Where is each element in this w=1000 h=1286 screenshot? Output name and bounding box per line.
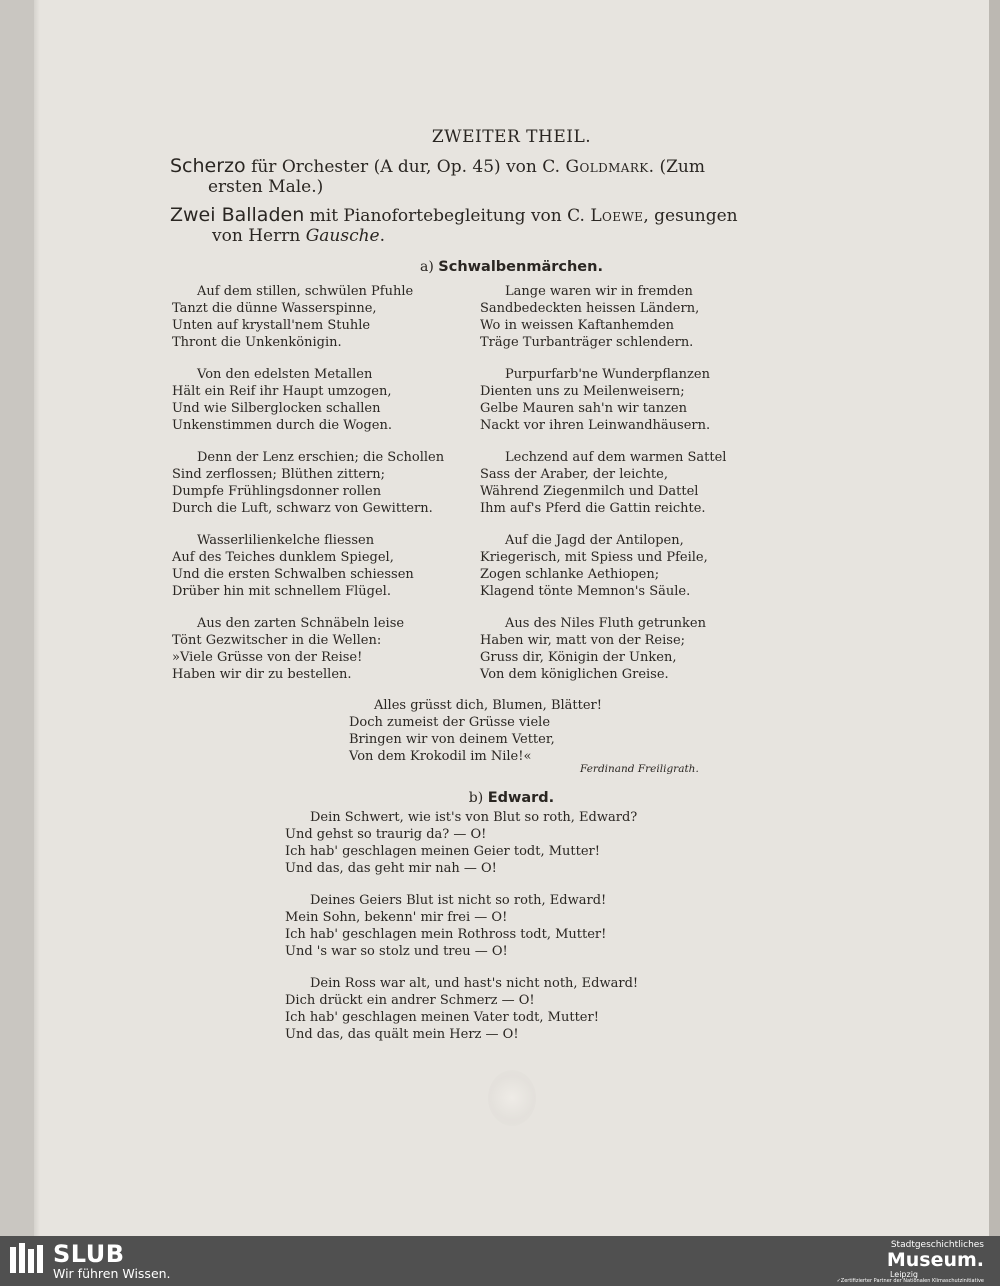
stanza (172, 366, 392, 434)
verse-line: Dein Schwert, wie ist's von Blut so roth, Edward? (310, 810, 638, 825)
section-heading: ZWEITER THEIL. (431, 127, 592, 147)
slub-claim: Wir führen Wissen. (53, 1266, 171, 1281)
verse-line: Von dem Krokodil im Nile!« (349, 749, 532, 764)
scherzo-text-end: . (Zum (648, 157, 705, 177)
composer-loewe: Loewe (590, 206, 644, 226)
part-b-marker: b) (468, 790, 484, 806)
verse-line: Drüber hin mit schnellem Flügel. (172, 584, 391, 599)
scherzo-line-2: ersten Male.) (208, 177, 324, 197)
verse-line: Träge Turbanträger schlendern. (480, 335, 694, 350)
balladen-entry (170, 205, 738, 246)
viewer-footer (0, 1236, 1000, 1286)
verse-line: Lange waren wir in fremden (505, 284, 693, 299)
singer-name: Gausche (305, 226, 380, 246)
stanza (480, 366, 710, 434)
museum-logo[interactable]: Museum. (886, 1249, 984, 1271)
verse-line: Alles grüsst dich, Blumen, Blätter! (374, 698, 602, 713)
verse-line: Unkenstimmen durch die Wogen. (172, 418, 393, 433)
page-edge (989, 0, 1000, 1236)
verse-line: Lechzend auf dem warmen Sattel (505, 450, 727, 465)
verse-line: Sind zerflossen; Blüthen zittern; (172, 467, 386, 482)
verse-line: Kriegerisch, mit Spiess und Pfeile, (480, 550, 708, 565)
verse-line: Gelbe Mauren sah'n wir tanzen (480, 401, 687, 416)
verse-line: Und das, das quält mein Herz — O! (285, 1027, 519, 1042)
scherzo-title: Scherzo (170, 155, 246, 177)
stanza (172, 283, 413, 351)
verse-line: Von dem königlichen Greise. (480, 667, 669, 682)
verse-line: Und das, das geht mir nah — O! (285, 861, 497, 876)
verse-line: Wo in weissen Kaftanhemden (480, 318, 675, 333)
part-b-heading (34, 790, 989, 806)
stanza (172, 615, 404, 683)
part-a-marker: a) (420, 259, 434, 275)
balladen-text: mit Pianofortebegleitung von C. (309, 206, 591, 226)
verse-line: Thront die Unkenkönigin. (172, 335, 342, 350)
verse-line: Dein Ross war alt, und hast's nicht noth, Edward! (310, 976, 639, 991)
stanza (172, 449, 444, 517)
verse-line: Ich hab' geschlagen meinen Geier todt, Mutter! (285, 844, 600, 859)
verse-line: Tanzt die dünne Wasserspinne, (172, 301, 377, 316)
stanza (480, 615, 706, 683)
verse-line: Auf dem stillen, schwülen Pfuhle (197, 284, 414, 299)
verse-line: Nackt vor ihren Leinwandhäusern. (480, 418, 711, 433)
verse-line: Dich drückt ein andrer Schmerz — O! (285, 993, 535, 1008)
balladen-text-end: , gesungen (643, 206, 738, 226)
verse-line: Klagend tönte Memnon's Säule. (480, 584, 691, 599)
stanza (480, 532, 708, 600)
verse-line: Auf die Jagd der Antilopen, (505, 533, 684, 548)
balladen-line-2: von Herrn (212, 226, 306, 246)
verse-line: Hält ein Reif ihr Haupt umzogen, (172, 384, 392, 399)
stanza (172, 532, 414, 600)
stanza (480, 449, 726, 517)
stanza (285, 975, 638, 1043)
museum-subtitle: Stadtgeschichtliches (890, 1240, 984, 1250)
verse-line: Und wie Silberglocken schallen (172, 401, 381, 416)
verse-line: Und gehst so traurig da? — O! (285, 827, 487, 842)
part-b-title: Edward. (487, 790, 555, 806)
scherzo-entry (170, 156, 705, 197)
verse-line: Von den edelsten Metallen (197, 367, 373, 382)
verse-line: Und die ersten Schwalben schiessen (172, 567, 414, 582)
verse-line: Während Ziegenmilch und Dattel (480, 484, 699, 499)
verse-line: »Viele Grüsse von der Reise! (172, 650, 363, 665)
verse-line: Und 's war so stolz und treu — O! (285, 944, 508, 959)
verse-line: Bringen wir von deinem Vetter, (349, 732, 555, 747)
gutter-shadow (34, 0, 40, 1236)
verse-line: Auf des Teiches dunklem Spiegel, (172, 550, 394, 565)
verse-line: Gruss dir, Königin der Unken, (480, 650, 677, 665)
verse-line: Doch zumeist der Grüsse viele (349, 715, 551, 730)
verse-line: Haben wir, matt von der Reise; (480, 633, 686, 648)
museum-certification: ✓Zertifizierter Partner der Nationalen Klimaschutzinitiative (836, 1278, 984, 1284)
verse-line: Denn der Lenz erschien; die Schollen (197, 450, 445, 465)
verse-line: Mein Sohn, bekenn' mir frei — O! (285, 910, 508, 925)
author-signature: Ferdinand Freiligrath. (580, 763, 699, 775)
verse-line: Durch die Luft, schwarz von Gewittern. (172, 501, 433, 516)
verse-line: Ich hab' geschlagen mein Rothross todt, Mutter! (285, 927, 607, 942)
verse-line: Sandbedeckten heissen Ländern, (480, 301, 700, 316)
verse-line: Sass der Araber, der leichte, (480, 467, 668, 482)
final-stanza (349, 697, 602, 765)
slub-logo-text[interactable]: SLUB (53, 1240, 125, 1268)
part-a-heading (34, 259, 989, 275)
binding-gutter (0, 0, 34, 1236)
verse-line: Aus den zarten Schnäbeln leise (197, 616, 405, 631)
balladen-line-2-end: . (379, 226, 386, 246)
document-page (34, 0, 989, 1236)
embossed-stamp (488, 1070, 536, 1126)
verse-line: Aus des Niles Fluth getrunken (505, 616, 706, 631)
verse-line: Unten auf krystall'nem Stuhle (172, 318, 371, 333)
stanza (480, 283, 699, 351)
verse-line: Ihm auf's Pferd die Gattin reichte. (480, 501, 706, 516)
verse-line: Dumpfe Frühlingsdonner rollen (172, 484, 382, 499)
verse-line: Deines Geiers Blut ist nicht so roth, Edward! (310, 893, 607, 908)
verse-line: Tönt Gezwitscher in die Wellen: (172, 633, 382, 648)
verse-line: Dienten uns zu Meilenweisern; (480, 384, 685, 399)
balladen-title: Zwei Balladen (170, 204, 305, 226)
part-a-title: Schwalbenmärchen. (438, 259, 603, 275)
museum-city: Leipzig (889, 1270, 918, 1279)
verse-line: Wasserlilienkelche fliessen (197, 533, 375, 548)
stanza (285, 809, 637, 877)
slub-logo-icon[interactable] (10, 1243, 46, 1275)
verse-line: Ich hab' geschlagen meinen Vater todt, Mutter! (285, 1010, 599, 1025)
scherzo-text: für Orchester (A dur, Op. 45) von C. (251, 157, 566, 177)
verse-line: Haben wir dir zu bestellen. (172, 667, 352, 682)
stanza (285, 892, 606, 960)
verse-line: Purpurfarb'ne Wunderpflanzen (505, 367, 710, 382)
composer-goldmark: Goldmark (565, 157, 649, 177)
verse-line: Zogen schlanke Aethiopen; (480, 567, 660, 582)
